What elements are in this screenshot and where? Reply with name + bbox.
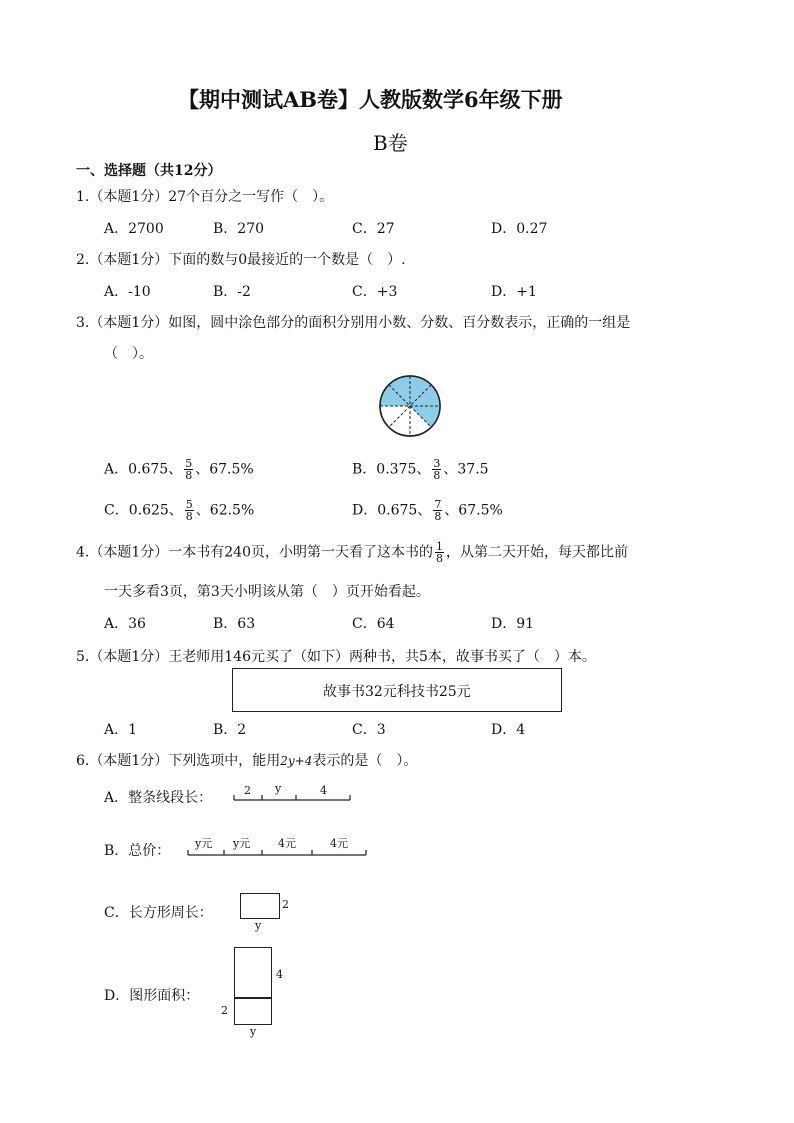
q4-stem-b: ，从第二天开始，每天都比前 — [446, 544, 628, 561]
q5-option-d: D．4 — [491, 722, 526, 738]
question-6-stem — [76, 750, 417, 770]
question-4-stem — [76, 541, 628, 564]
q6-option-a-label: A．整条线段长： — [104, 790, 213, 806]
q3-d-tail: 、67.5% — [444, 502, 503, 519]
q3-d-fraction — [433, 499, 442, 522]
q6-stem-a: 6.（本题1分）下列选项中，能用 — [76, 753, 281, 769]
q5-option-a: A．1 — [104, 722, 138, 738]
question-2-stem: 2.（本题1分）下面的数与0最接近的一个数是（ ）. — [76, 252, 406, 268]
q3-c-label: C．0.625、 — [104, 502, 183, 519]
question-5-stem: 5.（本题1分）王老师用146元买了（如下）两种书，共5本，故事书买了（ ）本。 — [76, 649, 596, 665]
q6-d-upper-rect — [234, 947, 272, 999]
q6-expression: 2y+4 — [280, 754, 313, 768]
q6-option-c-label: C．长方形周长： — [104, 905, 213, 921]
q3-option-b — [352, 458, 489, 481]
q3-d-label: D．0.675、 — [352, 502, 432, 519]
section-heading: 一、选择题（共12分） — [76, 163, 222, 179]
q3-d-num: 7 — [434, 498, 442, 511]
q6-b-seg-1: y元 — [195, 837, 213, 850]
q4-option-c: C．64 — [352, 616, 395, 632]
q3-c-num: 5 — [185, 498, 193, 511]
q3-option-c — [104, 499, 254, 522]
q3-b-label: B．0.375、 — [352, 461, 431, 478]
page-title: 【期中测试AB卷】人教版数学6年级下册 — [178, 87, 563, 112]
q5-option-c: C．3 — [352, 722, 386, 738]
q3-option-a — [104, 458, 254, 481]
q3-option-d — [352, 499, 503, 522]
q3-b-fraction — [432, 458, 441, 481]
q2-option-a: A．-10 — [104, 284, 151, 300]
q4-option-d: D．91 — [491, 616, 535, 632]
question-3-stem: 3.（本题1分）如图，圆中涂色部分的面积分别用小数、分数、百分数表示，正确的一组是 — [76, 315, 631, 331]
q3-a-den: 8 — [185, 469, 193, 482]
q6-stem-b: 表示的是（ ）。 — [312, 753, 418, 769]
q4-stem-a: 4.（本题1分）一本书有240页，小明第一天看了这本书的 — [76, 544, 433, 561]
shaded-circle-figure — [378, 374, 442, 438]
q4-fraction — [435, 541, 444, 564]
q2-option-b: B．-2 — [213, 284, 251, 300]
q6-b-seg-4: 4元 — [330, 837, 348, 850]
q6-b-seg-3: 4元 — [278, 837, 296, 850]
q3-c-den: 8 — [185, 510, 193, 523]
q6-option-d-label: D．图形面积： — [104, 988, 200, 1004]
q4-frac-den: 8 — [436, 552, 443, 565]
q6-d-lower-rect — [234, 997, 272, 1025]
q6-d-left-label: 2 — [221, 1004, 228, 1017]
q3-a-label: A．0.675、 — [104, 461, 183, 478]
q3-c-fraction — [185, 499, 194, 522]
question-4-stem-cont: 一天多看3页，第3天小明该从第（ ）页开始看起。 — [104, 584, 430, 600]
q6-c-bottom-label: y — [255, 919, 262, 932]
q4-option-a: A．36 — [104, 616, 146, 632]
q6-a-seg-1: 2 — [244, 784, 251, 797]
q3-a-num: 5 — [185, 457, 193, 470]
q2-option-d: D．+1 — [491, 284, 537, 300]
q4-option-b: B．63 — [213, 616, 256, 632]
q3-c-tail: 、62.5% — [195, 502, 255, 519]
q1-option-b: B．270 — [213, 221, 265, 237]
q1-option-d: D．0.27 — [491, 221, 548, 237]
q3-d-den: 8 — [434, 510, 442, 523]
q1-option-a: A．2700 — [104, 221, 164, 237]
q3-b-num: 3 — [433, 457, 441, 470]
q6-d-bottom-label: y — [250, 1025, 257, 1038]
q5-option-b: B．2 — [213, 722, 247, 738]
q6-a-seg-2: y — [275, 782, 282, 795]
q3-a-tail: 、67.5% — [195, 461, 254, 478]
question-3-stem-cont: （ ）。 — [104, 346, 153, 362]
q6-option-b-label: B．总价： — [104, 843, 171, 859]
price-box-text: 故事书32元科技书25元 — [323, 684, 471, 700]
question-1-stem: 1.（本题1分）27个百分之一写作（ ）。 — [76, 189, 334, 205]
q3-a-fraction — [184, 458, 193, 481]
q3-b-den: 8 — [433, 469, 441, 482]
q3-b-tail: 、37.5 — [443, 461, 489, 478]
q1-option-c: C．27 — [352, 221, 395, 237]
q6-c-side-label: 2 — [282, 898, 289, 911]
q6-c-rectangle — [240, 893, 280, 919]
q6-b-seg-2: y元 — [233, 837, 251, 850]
page-subtitle: B卷 — [373, 131, 408, 155]
q6-a-seg-3: 4 — [320, 784, 327, 797]
q2-option-c: C．+3 — [352, 284, 398, 300]
q6-d-top-label: 4 — [276, 968, 283, 981]
q4-frac-num: 1 — [436, 540, 443, 553]
